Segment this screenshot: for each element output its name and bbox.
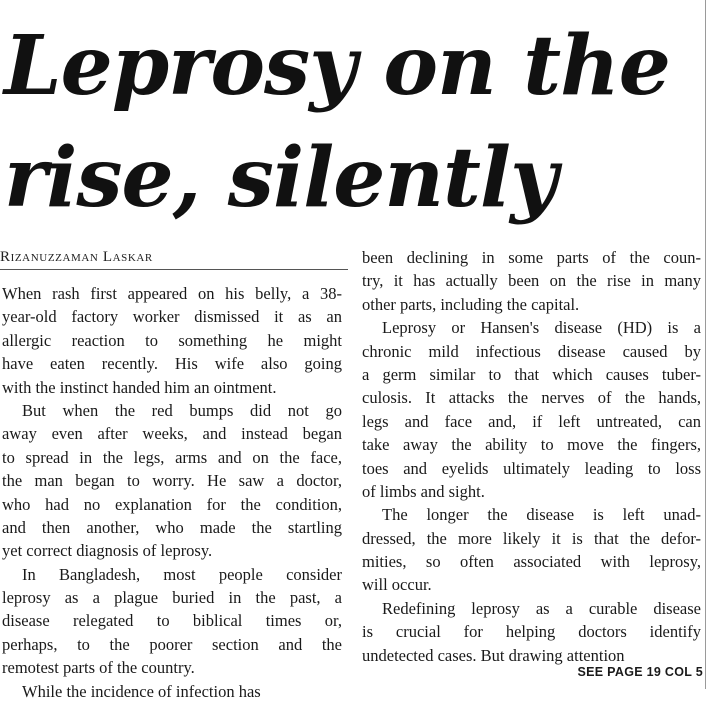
article-line: culosis. It attacks the nerves of the hands, — [362, 388, 701, 408]
headline-line-1: Leprosy on the — [4, 18, 670, 114]
article-line: yet correct diagnosis of leprosy. — [2, 541, 213, 561]
article-line: disease relegated to biblical times or, — [2, 611, 342, 631]
continuation-note: SEE PAGE 19 COL 5 — [577, 665, 703, 679]
article-line: away even after weeks, and instead began — [2, 424, 342, 444]
article-line: chronic mild infectious disease caused by — [362, 341, 701, 361]
article-line: toes and eyelids ultimately leading to loss — [362, 458, 701, 478]
article-line: dressed, the more likely it is that the defor- — [362, 528, 701, 548]
article-line: legs and face and, if left untreated, can — [362, 411, 701, 431]
article-line: to spread in the legs, arms and on the face, — [2, 447, 342, 467]
headline-line-2: rise, silently — [4, 130, 557, 226]
article-line: the man began to worry. He saw a doctor, — [2, 471, 342, 491]
article-line: When rash first appeared on his belly, a 38- — [2, 284, 342, 303]
article-line: But when the red bumps did not go — [22, 400, 342, 420]
article-line: perhaps, to the poorer section and the — [2, 634, 342, 654]
article-line: have eaten recently. His wife also going — [2, 354, 342, 374]
article-line: Leprosy or Hansen's disease (HD) is a — [382, 318, 701, 338]
article-line: and then another, who made the startling — [2, 517, 342, 537]
article-line: While the incidence of infection has — [22, 681, 261, 701]
article-column-left — [2, 282, 342, 703]
article-column-right — [362, 246, 701, 667]
article-line: mities, so often associated with leprosy, — [362, 552, 701, 572]
article-line: is crucial for helping doctors identify — [362, 622, 701, 642]
article-line: with the instinct handed him an ointment. — [2, 377, 277, 397]
article-line: of limbs and sight. — [362, 481, 485, 501]
article-line: been declining in some parts of the coun- — [362, 248, 701, 267]
byline-rule — [0, 269, 348, 270]
article-line: remotest parts of the country. — [2, 658, 195, 678]
article-line: other parts, including the capital. — [362, 294, 580, 314]
article-line: Redefining leprosy as a curable disease — [382, 598, 701, 618]
article-line: In Bangladesh, most people consider — [22, 564, 342, 584]
article-line: The longer the disease is left unad- — [382, 505, 701, 525]
byline: Rizanuzzaman Laskar — [0, 249, 153, 265]
article-line: take away the ability to move the fingers, — [362, 435, 701, 455]
article-line: try, it has actually been on the rise in many — [362, 271, 701, 291]
article-line: will occur. — [362, 575, 432, 595]
article-line: who had no explanation for the condition, — [2, 494, 342, 514]
headline — [4, 10, 704, 234]
column-rule — [705, 0, 706, 689]
article-line: leprosy as a plague buried in the past, a — [2, 588, 342, 608]
article-line: a germ similar to that which causes tuber- — [362, 364, 701, 384]
article-line: year-old factory worker dismissed it as an — [2, 307, 342, 327]
article-line: allergic reaction to something he might — [2, 330, 342, 350]
article-line: undetected cases. But drawing attention — [362, 645, 625, 665]
